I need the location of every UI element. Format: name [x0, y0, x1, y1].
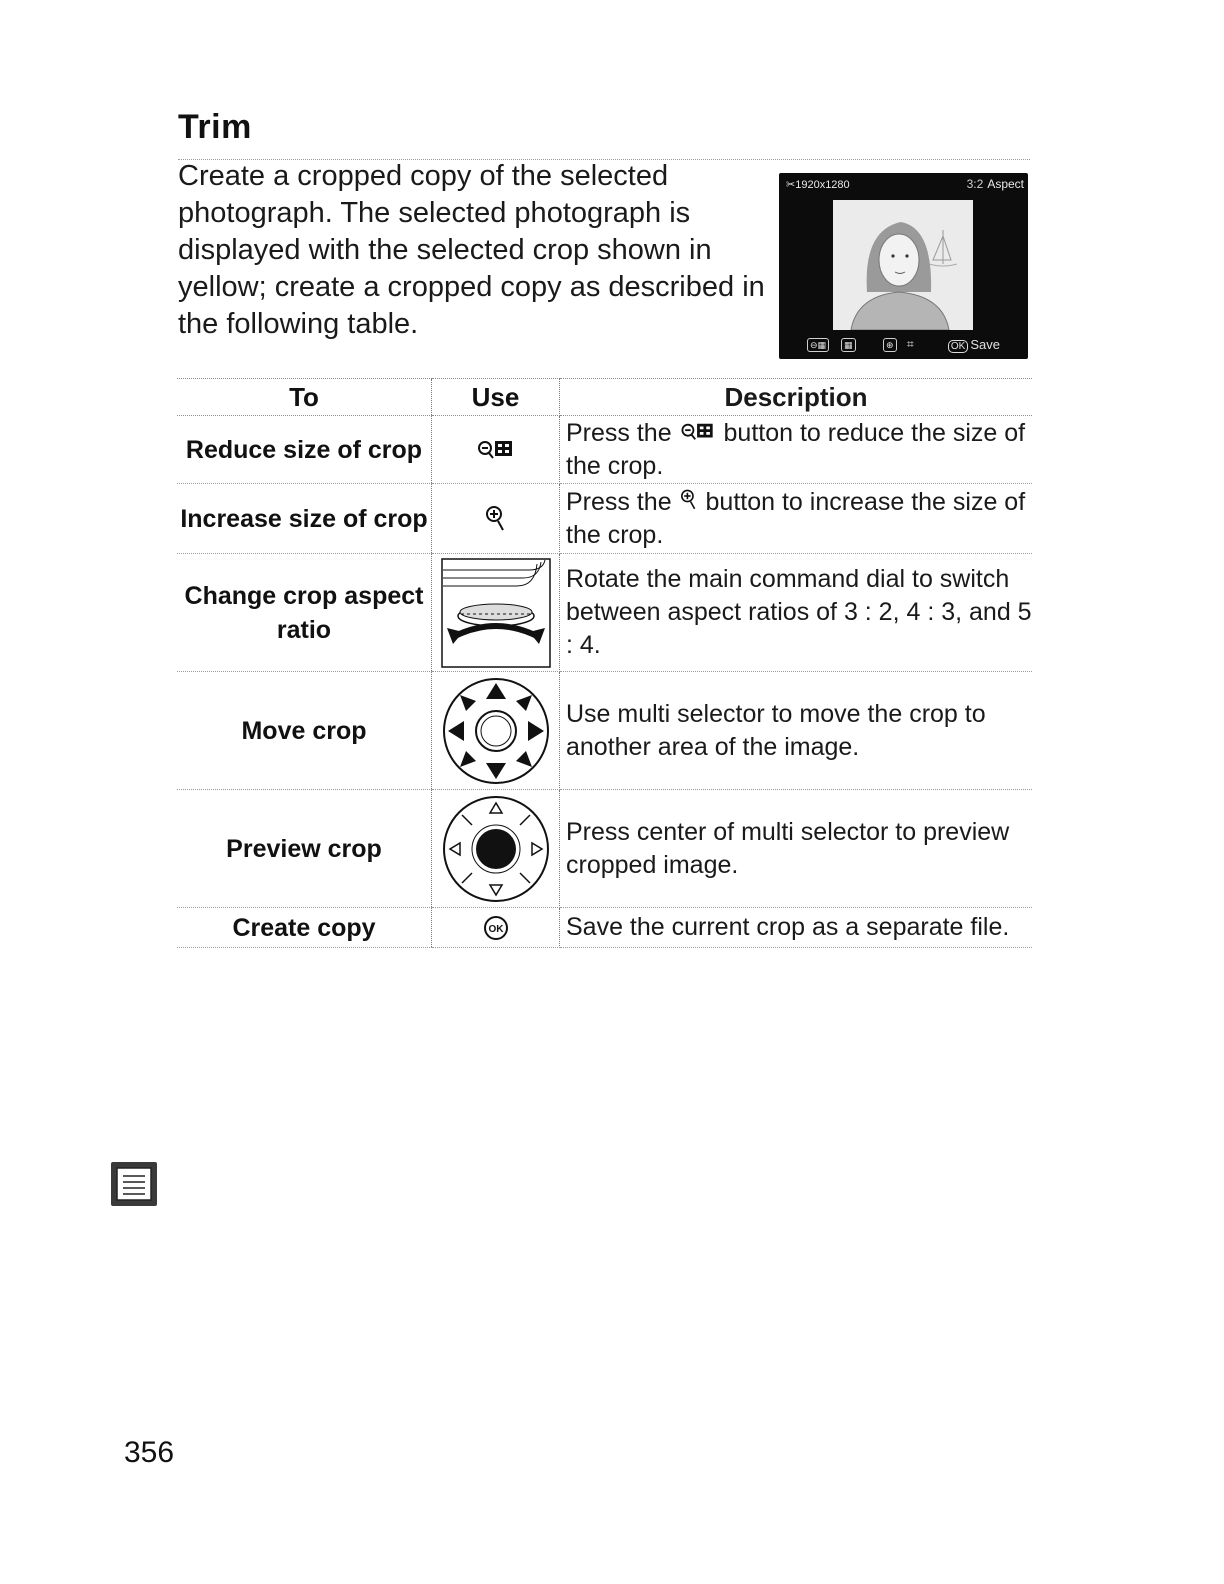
zoom-out-thumbnail-icon [476, 438, 516, 462]
save-label: Save [970, 337, 1000, 352]
image-size-value: 1920x1280 [795, 179, 850, 191]
ok-button-label: OK [488, 923, 503, 935]
camera-monitor-illustration [779, 173, 1028, 359]
portrait-photo [833, 200, 973, 330]
zoom-in-icon: ⊕ [883, 338, 897, 352]
aspect-ratio-value: 3:2 [966, 177, 984, 191]
row-description: Rotate the main command dial to switch between aspect ratios of 3 : 2, 4 : 3, and 5 : 4. [560, 554, 1033, 672]
row-action: Create copy [177, 908, 432, 948]
header-description: Description [560, 379, 1033, 416]
main-command-dial-icon [441, 558, 551, 668]
row-description-end: button to increase the size of the crop. [566, 487, 1026, 549]
header-to: To [177, 379, 432, 416]
zoom-in-icon [679, 488, 699, 512]
table-row [177, 790, 1032, 908]
row-description: Press center of multi selector to preview cropped image. [560, 790, 1033, 908]
row-description-start: Press the [566, 487, 672, 516]
aspect-label: Aspect [987, 177, 1024, 191]
image-size-readout [786, 178, 850, 191]
menu-list-icon [111, 1162, 157, 1206]
zoom-in-icon [484, 504, 508, 534]
table-row [177, 484, 1032, 554]
save-guide [948, 337, 1000, 352]
table-row [177, 672, 1032, 790]
row-action: Reduce size of crop [177, 416, 432, 484]
row-description-end: button to reduce the size of the crop. [566, 418, 1026, 480]
row-description: Save the current crop as a separate file. [560, 908, 1033, 948]
monitor-button-guide [779, 336, 1028, 356]
row-action: Increase size of crop [177, 484, 432, 554]
retouch-menu-icon [111, 1162, 157, 1206]
ok-button-icon [483, 915, 509, 941]
row-action: Change crop aspect ratio [177, 554, 432, 672]
table-row [177, 416, 1032, 484]
row-action: Move crop [177, 672, 432, 790]
trim-operations-table [177, 378, 1032, 948]
zoom-out-thumbnail-icon [679, 421, 717, 443]
zoom-out-thumbnail-icon: ⊖▦ [807, 338, 829, 352]
page-title: Trim [178, 108, 252, 146]
table-row [177, 908, 1032, 948]
grid-icon: ▦ [841, 338, 856, 352]
table-row [177, 554, 1032, 672]
ok-button-icon: OK [948, 340, 968, 353]
crop-preview-photo [833, 200, 973, 330]
page-number: 356 [124, 1436, 175, 1469]
table-header-row [177, 379, 1032, 416]
row-description: Use multi selector to move the crop to another area of the image. [560, 672, 1033, 790]
row-action: Preview crop [177, 790, 432, 908]
row-description-start: Press the [566, 418, 672, 447]
multi-selector-center-icon [442, 795, 550, 903]
scissors-icon: ✂ [786, 179, 796, 191]
aspect-readout [967, 177, 1024, 191]
multi-selector-arrows-icon [442, 677, 550, 785]
crop-frame-icon: ⌗ [907, 337, 914, 351]
intro-paragraph: Create a cropped copy of the selected photograph. The selected photograph is displayed with the selected crop shown in yellow; create a cropped copy as described in the following table. [178, 160, 765, 340]
header-use: Use [432, 379, 560, 416]
